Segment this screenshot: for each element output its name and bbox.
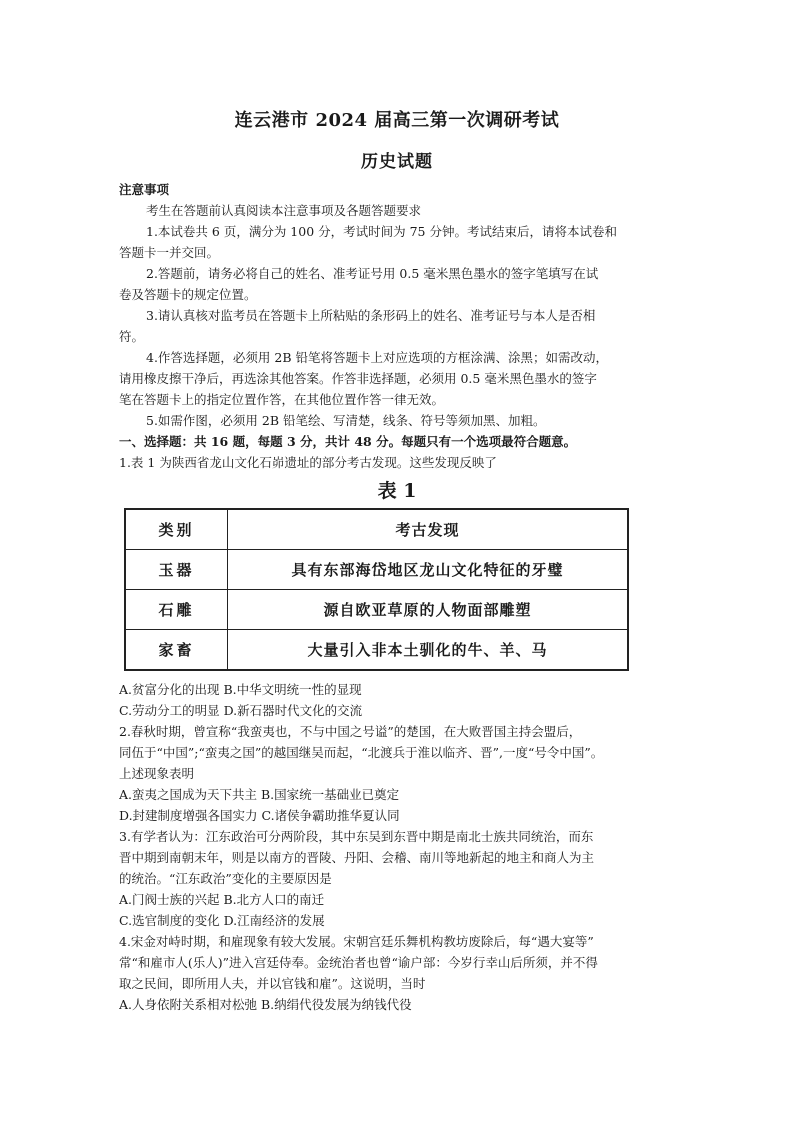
answer-options: A.门阀士族的兴起 B.北方人口的南迁 — [119, 892, 325, 907]
notice-line: 2.答题前，请务必将自己的姓名、准考证号用 0.5 毫米黑色墨水的签字笔填写在试 — [146, 266, 599, 281]
exam-title: 连云港市 2024 届高三第一次调研考试 — [234, 110, 560, 131]
question-text: 的统治。“江东政治”变化的主要原因是 — [119, 871, 332, 886]
question-text: 上述现象表明 — [119, 766, 195, 781]
notice-line: 1.本试卷共 6 页，满分为 100 分，考试时间为 75 分钟。考试结束后，请将本试卷和 — [146, 224, 617, 239]
answer-options: A.蛮夷之国成为天下共主 B.国家统一基础业已奠定 — [119, 787, 400, 802]
answer-options: C.劳动分工的明显 D.新石器时代文化的交流 — [119, 703, 363, 718]
notice-line: 5.如需作图，必须用 2B 铅笔绘、写清楚，线条、符号等须加黑、加粗。 — [146, 413, 546, 428]
notice-heading: 注意事项 — [119, 182, 170, 197]
answer-options: C.选官制度的变化 D.江南经济的发展 — [119, 913, 325, 928]
question-text: 3.有学者认为：江东政治可分两阶段，其中东吴到东晋中期是南北士族共同统治，而东 — [119, 829, 594, 844]
notice-line: 请用橡皮擦干净后，再选涂其他答案。作答非选择题，必须用 0.5 毫米黑色墨水的签字 — [119, 371, 597, 386]
answer-options: A.贫富分化的出现 B.中华文明统一性的显现 — [119, 682, 362, 697]
question-text: 4.宋金对峙时期，和雇现象有较大发展。宋朝宫廷乐舞机构教坊废除后，每“遇大宴等” — [119, 934, 594, 949]
notice-line: 4.作答选择题，必须用 2B 铅笔将答题卡上对应选项的方框涂满、涂黑；如需改动， — [146, 350, 609, 365]
table-row — [125, 629, 628, 670]
table-cell: 石雕 — [125, 589, 228, 629]
table-caption: 表 1 — [377, 480, 417, 502]
table-cell: 大量引入非本土驯化的牛、羊、马 — [228, 629, 629, 670]
table-header-row — [125, 509, 628, 550]
table-cell: 源自欧亚草原的人物面部雕塑 — [228, 589, 629, 629]
notice-line: 符。 — [119, 329, 145, 344]
notice-intro: 考生在答题前认真阅读本注意事项及各题答题要求 — [146, 203, 422, 218]
question-text: 常“和雇市人(乐人)”进入宫廷侍奉。金统治者也曾“谕户部：今岁行幸山后所须，并不得 — [119, 955, 598, 970]
table-row — [125, 550, 628, 590]
table-row — [125, 589, 628, 629]
subject-title: 历史试题 — [361, 152, 433, 172]
notice-line: 3.请认真核对监考员在答题卡上所粘贴的条形码上的姓名、准考证号与本人是否相 — [146, 308, 596, 323]
question-text: 晋中期到南朝末年，则是以南方的晋陵、丹阳、会稽、南川等地新起的地主和商人为主 — [119, 850, 595, 865]
table-cell: 家畜 — [125, 629, 228, 670]
answer-options: A.人身依附关系相对松弛 B.纳绢代役发展为纳钱代役 — [119, 997, 412, 1012]
table-header-cell: 类别 — [125, 509, 228, 550]
notice-line: 答题卡一并交回。 — [119, 245, 220, 260]
table-header-cell: 考古发现 — [228, 509, 629, 550]
table-cell: 玉器 — [125, 550, 228, 590]
section-heading: 一、选择题：共 16 题，每题 3 分，共计 48 分。每题只有一个选项最符合题意。 — [119, 434, 577, 449]
table-cell: 具有东部海岱地区龙山文化特征的牙璧 — [228, 550, 629, 590]
question-text: 同伍于“中国”;“蛮夷之国”的越国继吴而起，“北渡兵于淮以临齐、晋”,一度“号令中国”。 — [119, 745, 604, 760]
answer-options: D.封建制度增强各国实力 C.诸侯争霸助推华夏认同 — [119, 808, 400, 823]
notice-line: 卷及答题卡的规定位置。 — [119, 287, 257, 302]
question-text: 2.春秋时期，曾宣称“我蛮夷也，不与中国之号谥”的楚国，在大败晋国主持会盟后， — [119, 724, 582, 739]
question-stem: 1.表 1 为陕西省龙山文化石峁遗址的部分考古发现。这些发现反映了 — [119, 455, 497, 470]
notice-line: 笔在答题卡上的指定位置作答，在其他位置作答一律无效。 — [119, 392, 445, 407]
archaeology-table — [124, 508, 629, 671]
question-text: 取之民间，即所用人夫，并以官钱和雇”。这说明，当时 — [119, 976, 426, 991]
